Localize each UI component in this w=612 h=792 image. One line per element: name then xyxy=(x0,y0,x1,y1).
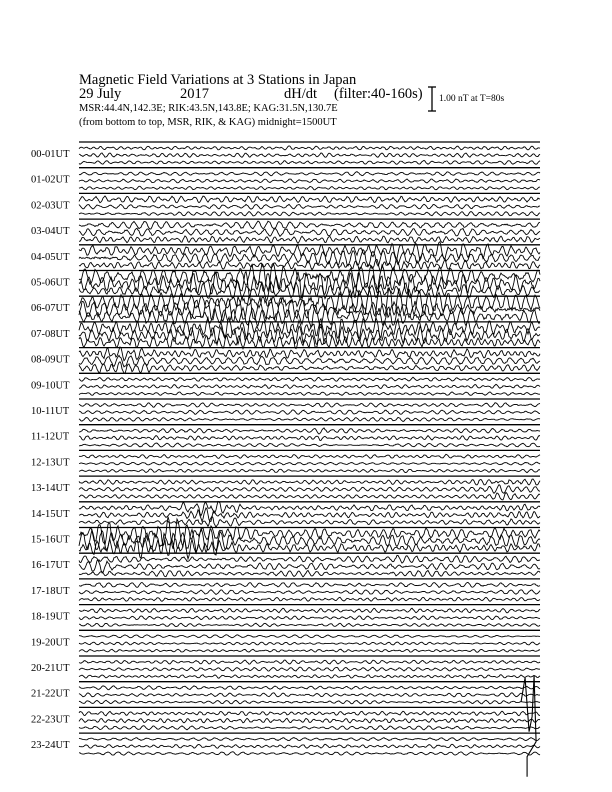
row-label: 21-22UT xyxy=(31,688,70,700)
trace-MSR xyxy=(79,726,540,730)
filter-label: (filter:40-160s) xyxy=(334,86,423,102)
row-label: 05-06UT xyxy=(31,277,70,289)
row-18-19UT xyxy=(31,605,540,627)
row-label: 22-23UT xyxy=(31,714,70,726)
trace-MSR xyxy=(79,492,540,499)
trace-RIK xyxy=(79,744,540,748)
trace-RIK xyxy=(79,228,540,236)
trace-MSR xyxy=(79,675,540,679)
trace-RIK xyxy=(79,667,540,671)
trace-MSR xyxy=(79,392,540,396)
row-label: 18-19UT xyxy=(31,611,70,623)
row-label: 07-08UT xyxy=(31,328,70,340)
order-note: (from bottom to top, MSR, RIK, & KAG) midnight=1500UT xyxy=(79,117,337,128)
row-10-11UT xyxy=(31,399,540,421)
row-label: 01-02UT xyxy=(31,174,70,186)
trace-RIK xyxy=(79,204,540,209)
trace-KAG xyxy=(79,377,540,381)
row-label: 03-04UT xyxy=(31,226,70,238)
trace-RIK xyxy=(79,508,540,522)
row-03-04UT xyxy=(31,219,540,243)
quantity-label: dH/dt xyxy=(284,86,318,102)
trace-KAG xyxy=(79,454,540,458)
trace-MSR xyxy=(79,211,540,215)
trace-RIK xyxy=(79,693,540,697)
trace-RIK xyxy=(79,179,540,183)
trace-KAG xyxy=(79,517,540,549)
row-label: 16-17UT xyxy=(31,560,70,572)
row-11-12UT xyxy=(31,425,540,447)
trace-KAG xyxy=(79,635,540,638)
trace-KAG xyxy=(79,146,540,150)
trace-RIK xyxy=(79,384,540,388)
row-22-23UT xyxy=(31,707,540,729)
trace-MSR xyxy=(79,516,540,527)
row-label: 08-09UT xyxy=(31,354,70,366)
row-label: 23-24UT xyxy=(31,740,70,752)
trace-MSR xyxy=(79,649,540,652)
row-label: 06-07UT xyxy=(31,303,70,315)
row-label: 02-03UT xyxy=(31,200,70,212)
chart-title: Magnetic Field Variations at 3 Stations in Japan xyxy=(79,72,357,88)
trace-KAG xyxy=(79,287,540,316)
row-label: 19-20UT xyxy=(31,637,70,649)
trace-MSR xyxy=(79,597,540,601)
row-label: 10-11UT xyxy=(31,406,70,417)
trace-MSR xyxy=(79,186,540,190)
trace-KAG xyxy=(79,686,540,690)
row-label: 20-21UT xyxy=(31,663,70,674)
trace-RIK xyxy=(79,718,540,723)
trace-MSR xyxy=(79,469,540,473)
row-label: 13-14UT xyxy=(31,483,70,495)
chart-rows xyxy=(31,142,540,777)
trace-KAG xyxy=(79,403,540,407)
row-17-18UT xyxy=(31,579,540,601)
trace-KAG xyxy=(79,347,540,361)
trace-RIK xyxy=(79,410,540,414)
row-12-13UT xyxy=(31,450,540,472)
row-label: 17-18UT xyxy=(31,585,70,597)
trace-MSR xyxy=(79,700,540,704)
trace-MSR xyxy=(79,417,540,421)
row-19-20UT xyxy=(31,630,540,652)
row-label: 15-16UT xyxy=(31,534,70,546)
trace-RIK xyxy=(79,436,540,441)
trace-KAG xyxy=(79,608,540,613)
row-13-14UT xyxy=(31,476,540,500)
trace-KAG xyxy=(79,196,540,203)
row-label: 00-01UT xyxy=(31,149,70,160)
scale-bar-label: 1.00 nT at T=80s xyxy=(439,94,505,104)
trace-RIK xyxy=(79,462,540,465)
trace-KAG xyxy=(79,582,540,587)
row-00-01UT xyxy=(31,142,540,164)
row-08-09UT xyxy=(31,347,540,374)
row-23-24UT xyxy=(31,733,540,755)
row-20-21UT xyxy=(31,656,540,678)
trace-KAG xyxy=(79,660,540,664)
row-label: 04-05UT xyxy=(31,251,70,263)
row-05-06UT xyxy=(31,264,540,301)
row-02-03UT xyxy=(31,193,540,216)
trace-KAG xyxy=(79,479,540,485)
row-label: 12-13UT xyxy=(31,457,70,469)
trace-RIK xyxy=(79,590,540,595)
trace-MSR xyxy=(79,160,540,164)
scale-bar xyxy=(428,87,436,111)
trace-KAG xyxy=(79,264,540,291)
row-label: 14-15UT xyxy=(31,508,70,520)
trace-KAG xyxy=(79,555,540,563)
trace-RIK xyxy=(79,642,540,645)
trace-MSR xyxy=(79,570,540,576)
row-07-08UT xyxy=(31,317,540,348)
trace-RIK xyxy=(79,616,540,620)
row-16-17UT xyxy=(31,553,540,577)
trace-MSR xyxy=(79,623,540,627)
row-14-15UT xyxy=(31,502,540,528)
trace-KAG xyxy=(79,738,540,741)
trace-KAG xyxy=(79,172,540,176)
stations-line: MSR:44.4N,142.3E; RIK:43.5N,143.8E; KAG:31.5N,130.7E xyxy=(79,103,338,114)
trace-KAG xyxy=(79,221,540,229)
row-label: 09-10UT xyxy=(31,380,70,392)
trace-MSR xyxy=(79,236,540,243)
row-09-10UT xyxy=(31,373,540,395)
trace-RIK xyxy=(79,485,540,494)
trace-RIK xyxy=(79,153,540,157)
trace-RIK xyxy=(79,324,540,345)
trace-MSR xyxy=(79,443,540,447)
row-04-05UT xyxy=(31,242,540,271)
trace-KAG xyxy=(79,428,540,434)
date-year: 2017 xyxy=(180,86,209,102)
trace-KAG xyxy=(79,711,540,716)
trace-MSR xyxy=(79,752,540,756)
row-01-02UT xyxy=(31,168,540,190)
spike-trace xyxy=(521,676,536,777)
trace-MSR xyxy=(79,335,540,348)
date-day: 29 July xyxy=(79,86,122,102)
row-label: 11-12UT xyxy=(31,431,70,443)
row-21-22UT xyxy=(31,682,540,704)
